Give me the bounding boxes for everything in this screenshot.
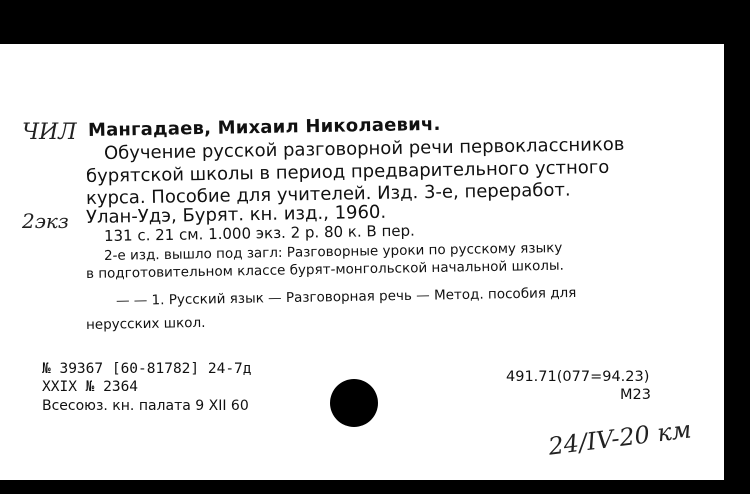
- scan-border-right: [724, 0, 750, 494]
- handwritten-date-note: 24/IV-20 км: [546, 415, 693, 461]
- title-line-1: Обучение русской разговорной речи первоклассников: [103, 133, 625, 164]
- handwritten-note-top: ЧИЛ: [22, 120, 77, 145]
- punch-hole: [330, 379, 378, 427]
- edition-note-line-2: в подготовительном классе бурят-монгольской начальной школы.: [85, 257, 565, 282]
- accession-series: XXIX № 2364: [42, 379, 139, 395]
- scan-border-top: [0, 0, 750, 44]
- scan-border-bottom: [0, 480, 750, 494]
- imprint-line: Улан-Удэ, Бурят. кн. изд., 1960.: [85, 201, 387, 228]
- edition-note-line-1: 2-е изд. вышло под загл: Разговорные уроки по русскому языку: [103, 240, 563, 264]
- subject-line-2: нерусских школ.: [85, 314, 206, 333]
- subject-line-1: — — 1. Русский язык — Разговорная речь — Метод. пособия для: [115, 284, 577, 309]
- catalog-card: [0, 44, 724, 480]
- handwritten-copies-note: 2экз: [22, 209, 69, 233]
- udc-classification: 491.71(077=94.23): [506, 369, 650, 385]
- cutter-number: М23: [620, 387, 651, 403]
- physical-description: 131 с. 21 см. 1.000 экз. 2 р. 80 к. В пер.: [103, 221, 415, 245]
- title-line-2: бурятской школы в период предварительного устного: [85, 156, 610, 187]
- accession-number: № 39367 [60-81782] 24-7д: [42, 361, 252, 377]
- title-line-3: курса. Пособие для учителей. Изд. 3-е, переработ.: [85, 179, 571, 209]
- author-heading: Мангадаев, Михаил Николаевич.: [87, 113, 441, 141]
- book-chamber-stamp: Всесоюз. кн. палата 9 XII 60: [42, 398, 249, 414]
